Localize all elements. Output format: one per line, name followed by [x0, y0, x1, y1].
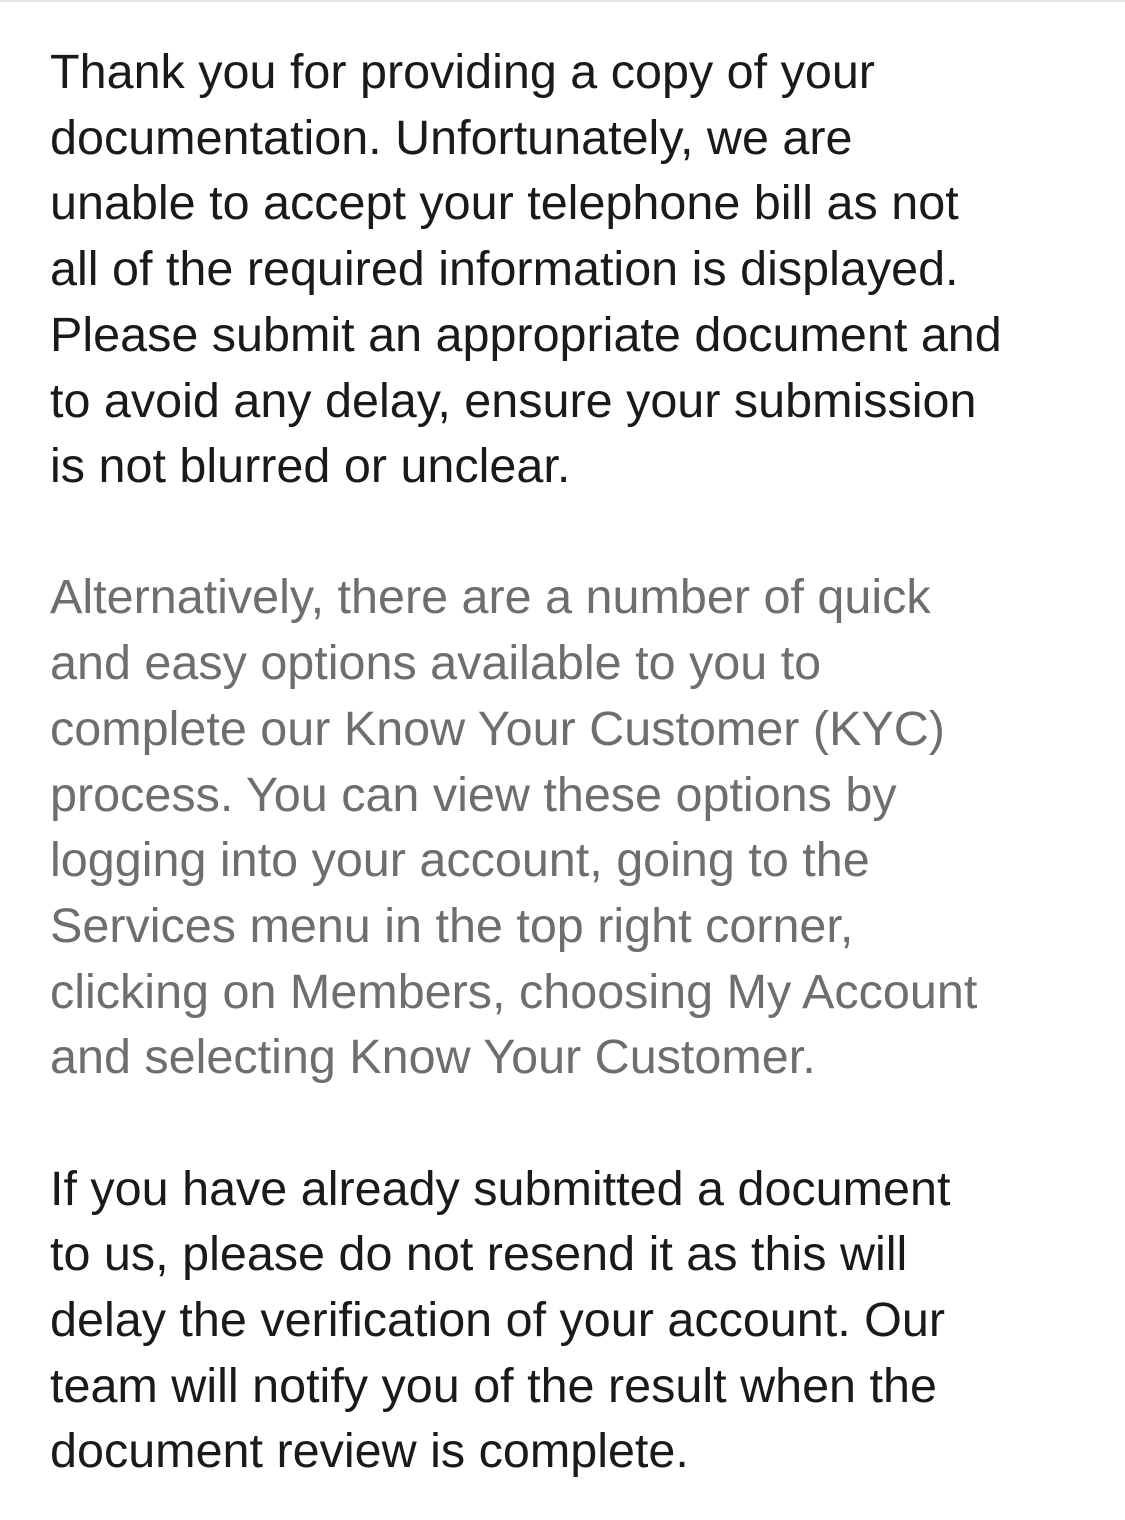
message-body [50, 40, 1090, 1485]
top-divider [0, 0, 1125, 2]
rejection-paragraph: Thank you for providing a copy of your documentation. Unfortunately, we are unable to accept your telephone bill as not all of the required information is displayed. Please submit an appropriate document and to avoid any delay, ensure your submission is not blurred or unclear. [50, 45, 1002, 494]
resend-notice-paragraph: If you have already submitted a document to us, please do not resend it as this will delay the verification of your account. Our team will notify you of the result when the document review is complete. [50, 1161, 951, 1479]
kyc-options-paragraph: Alternatively, there are a number of quick and easy options available to you to complete our Know Your Customer (KYC) process. You can view these options by logging into your account, going to the Services menu in the top right corner, clicking on Members, choosing My Account and selecting Know Your Customer. [50, 570, 978, 1085]
